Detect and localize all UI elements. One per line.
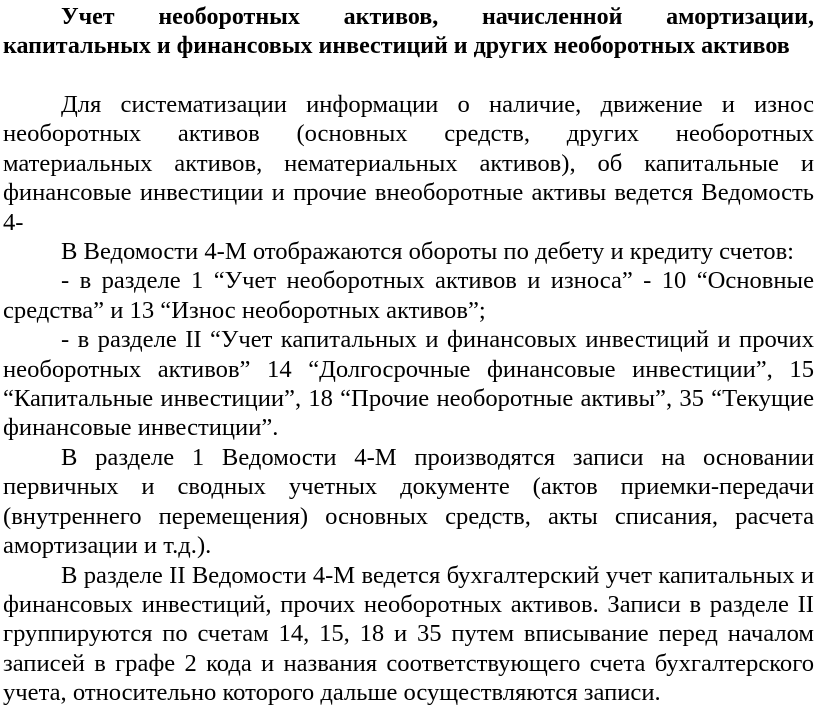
paragraph-section-2: - в разделе II “Учет капитальных и финансовых инвестиций и прочих необоротных активов” 14 “Долгосрочные финансовые инвестиции”, 15 “Капитальные инвестиции”, 18 “Прочие необоротные активы”, 35 “Текущие финансовые инвестиции”. [3,326,814,442]
document-title: Учет необоротных активов, начисленной амортизации, капитальных и финансовых инвестиций и других необоротных активов [3,4,814,59]
paragraph-section-1: - в разделе 1 “Учет необоротных активов и износа” - 10 “Основные средства” и 13 “Износ необоротных активов”; [3,267,814,324]
blank-line [3,61,814,90]
paragraph-turnovers: В Ведомости 4-М отображаются обороты по дебету и кредиту счетов: [61,238,795,266]
paragraph-intro: Для систематизации информации о наличие, движение и износ необоротных активов (основных средств, других необоротных материальных активов, нематериальных активов), об капитальные и финансовые инвестиции и прочие внеоборотные активы ведется Ведомость 4- [3,91,814,236]
paragraph-section-2-records: В разделе II Ведомости 4-М ведется бухгалтерский учет капитальных и финансовых инвестиций, прочих необоротных активов. Записи в разделе II группируются по счетам 14, 15, 18 и 35 путем вписывание перед началом записей в графе 2 кода и названия соответствующего счета бухгалтерского учета, относительно которого дальше осуществляются записи. [3,561,814,707]
paragraph-section-1-records: В разделе 1 Ведомости 4-М производятся записи на основании первичных и сводных учетных документе (актов приемки-передачи (внутреннего перемещения) основных средств, акты списания, расчета амортизации и т.д.). [3,443,814,560]
